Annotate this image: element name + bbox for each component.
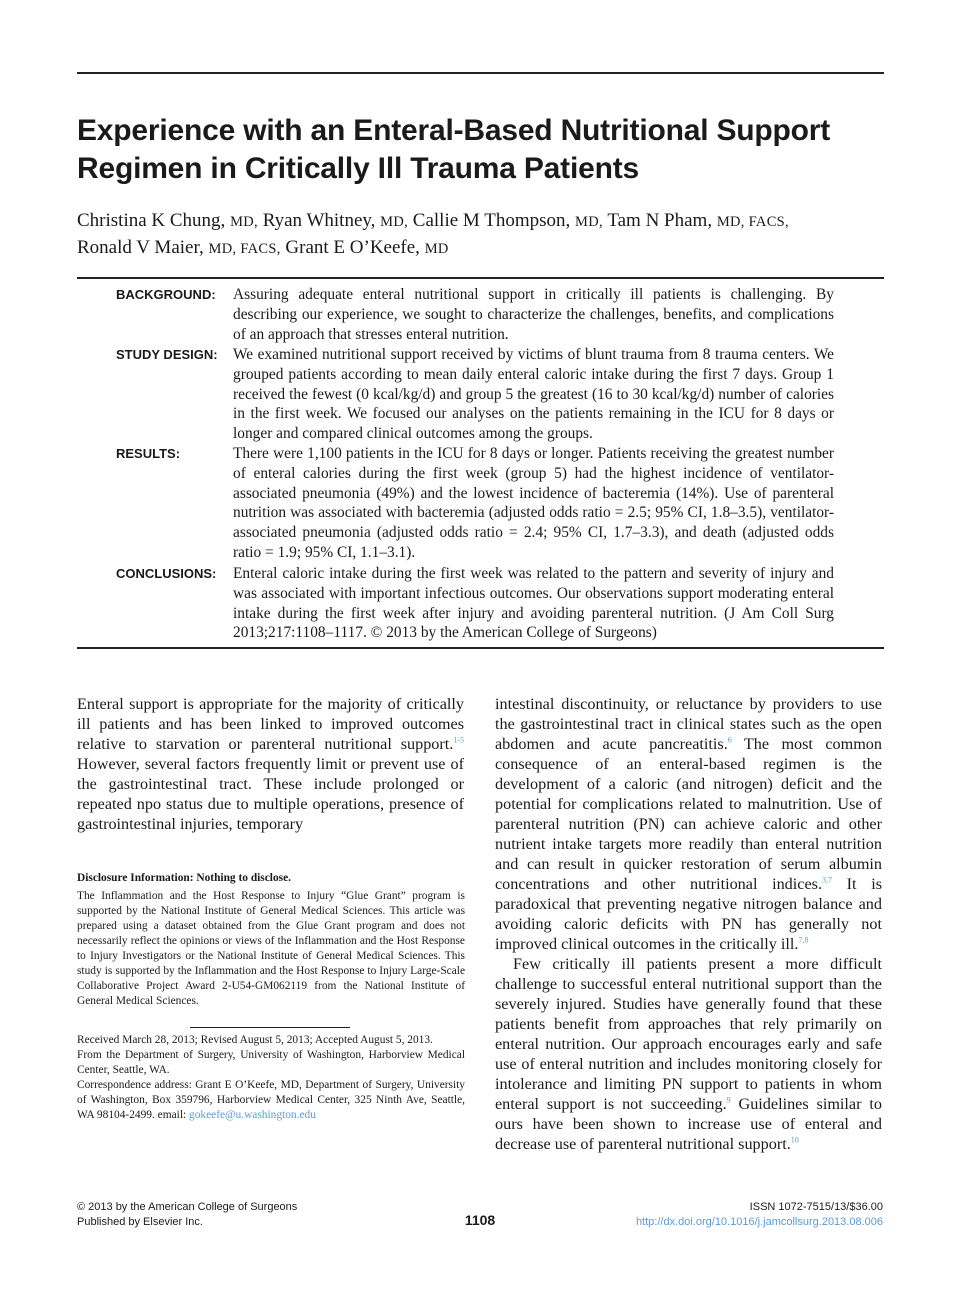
footnote-divider <box>190 1027 350 1028</box>
author-credentials: MD, FACS, <box>716 214 789 230</box>
body-text: Enteral support is appropriate for the majority of critically ill patients and has been linked to improved outcomes relative to starvation or parenteral nutritional support. <box>77 695 464 753</box>
citation-link[interactable]: 9 <box>726 1095 731 1105</box>
correspondence-note <box>77 1078 465 1123</box>
abstract-conclusions-text: Enteral caloric intake during the first week was related to the pattern and severity of injury and was associated with important infectious outcomes. Our observations support moderating enteral intake during the first week after injury and avoiding parenteral nutrition. (J Am Coll Surg 2013;217:1108–1117. © 2013 by the American College of Surgeons) <box>233 565 834 642</box>
body-paragraph <box>77 694 464 834</box>
author-list <box>77 208 887 262</box>
page-number: 1108 <box>464 1212 496 1228</box>
article-info-block <box>77 1033 465 1123</box>
body-text: Guidelines similar to ours have been shown to increase use of enteral and decrease use of parenteral nutritional support. <box>495 1095 882 1153</box>
citation-link[interactable]: 7,8 <box>798 935 809 945</box>
body-text: It is paradoxical that preventing negative nitrogen balance and avoiding caloric deficits with PN has generally not improved clinical outcomes in the critically ill. <box>495 875 883 953</box>
body-paragraph <box>495 954 882 1154</box>
body-right-column <box>495 694 882 1154</box>
author-name: Christina K Chung, <box>77 210 226 231</box>
body-text: However, several factors frequently limit or prevent use of the gastrointestinal tract. These include prolonged or repeated npo status due to multiple operations, presence of gastrointestinal injuries, temporary <box>77 755 464 833</box>
abstract-background-text: Assuring adequate enteral nutritional support in critically ill patients is challenging. By describing our experience, we sought to characterize the challenges, benefits, and complications of an approach that stresses enteral nutrition. <box>233 286 834 343</box>
correspondence-text: Correspondence address: Grant E O’Keefe, MD, Department of Surgery, University of Washington, Box 359796, Harborview Medical Center, 325 Ninth Ave, Seattle, WA 98104-2499. email: <box>77 1079 465 1121</box>
abstract-results-label: RESULTS: <box>116 446 181 461</box>
footer-copyright: © 2013 by the American College of Surgeons <box>77 1201 298 1213</box>
abstract-top-rule <box>77 277 884 279</box>
author-name: Ronald V Maier, <box>77 237 204 258</box>
body-text: Few critically ill patients present a more difficult challenge to successful enteral nutritional support than the severely injured. Studies have generally found that these patients benefit from approaches that rely primarily on enteral nutrition. Our approach encourages early and safe use of enteral nutrition and includes monitoring closely for intolerance and limiting PN support to patients in whom enteral support is not succeeding. <box>495 955 882 1113</box>
email-link[interactable]: gokeefe@u.washington.edu <box>189 1109 316 1121</box>
citation-link[interactable]: 3,7 <box>822 875 832 885</box>
author-name: Callie M Thompson, <box>412 210 571 231</box>
footer-issn: ISSN 1072-7515/13/$36.00 <box>749 1201 883 1213</box>
footer-right <box>636 1200 883 1230</box>
citation-link[interactable]: 6 <box>727 735 732 745</box>
abstract-design-label: STUDY DESIGN: <box>116 347 218 362</box>
affiliation-note: From the Department of Surgery, University of Washington, Harborview Medical Center, Seattle, WA. <box>77 1049 465 1076</box>
body-text: intestinal discontinuity, or reluctance by providers to use the gastrointestinal tract in clinical states such as the open abdomen and acute pancreatitis. <box>495 695 882 753</box>
author-credentials: MD, <box>380 214 409 230</box>
disclosure-note: Disclosure Information: Nothing to disclose. <box>77 872 291 884</box>
footer-publisher: Published by Elsevier Inc. <box>77 1216 203 1228</box>
author-name: Tam N Pham, <box>607 210 713 231</box>
body-paragraph <box>495 694 882 954</box>
funding-note: The Inflammation and the Host Response to Injury “Glue Grant” program is supported by the National Institute of General Medical Sciences. This article was prepared using a dataset obtained from the Glue Grant program and does not necessarily reflect the opinions or views of the Inflammation and the Host Response to Injury Investigators or the National Institute of General Medical Sciences. This study is supported by the Inflammation and the Host Response to Injury Large-Scale Collaborative Project Award 2-U54-GM062119 from the National Institute of General Medical Sciences. <box>77 890 465 1007</box>
author-credentials: MD, FACS, <box>208 241 281 257</box>
author-credentials: MD, <box>575 214 603 230</box>
body-left-column <box>77 694 464 834</box>
doi-link[interactable]: http://dx.doi.org/10.1016/j.jamcollsurg.2013.08.006 <box>635 1216 883 1228</box>
abstract-results-text: There were 1,100 patients in the ICU for 8 days or longer. Patients receiving the greatest number of enteral calories during the first week (group 5) had the highest incidence of ventilator-associated pneumonia (49%) and the lowest incidence of bacteremia (14%). Use of parenteral nutrition was associated with bacteremia (adjusted odds ratio = 2.5; 95% CI, 1.8–3.5), ventilator-associated pneumonia (adjusted odds ratio = 2.4; 95% CI, 1.7–3.3), and death (adjusted odds ratio = 1.9; 95% CI, 1.1–3.1). <box>233 445 834 561</box>
author-credentials: MD <box>424 241 449 257</box>
author-name: Grant E O’Keefe, <box>285 237 420 258</box>
footer-left <box>77 1200 297 1230</box>
abstract-bottom-rule <box>77 647 884 649</box>
citation-link[interactable]: 10 <box>790 1135 799 1145</box>
footnotes-block <box>77 871 465 1009</box>
author-name: Ryan Whitney, <box>262 210 376 231</box>
abstract-background-label: BACKGROUND: <box>116 287 216 302</box>
article-title: Experience with an Enteral-Based Nutritional Support Regimen in Critically Ill Trauma Patients <box>77 114 831 185</box>
received-dates: Received March 28, 2013; Revised August 5, 2013; Accepted August 5, 2013. <box>77 1034 433 1046</box>
top-rule <box>77 72 884 74</box>
abstract-design-text: We examined nutritional support received by victims of blunt trauma from 8 trauma centers. We grouped patients according to mean daily enteral caloric intake during the first 7 days. Group 1 received the fewest (0 kcal/kg/d) and group 5 the greatest (16 to 30 kcal/kg/d) number of calories in the first week. We focused our analyses on the patients remaining in the ICU for 8 days or longer and compared clinical outcomes among the groups. <box>233 346 834 443</box>
body-text: The most common consequence of an enteral-based regimen is the development of a caloric (and nitrogen) deficit and the potential for complications related to malnutrition. Use of parenteral nutrition (PN) can achieve caloric and other nutrient intake targets more readily than enteral nutrition and can result in quicker restoration of serum albumin concentrations and other nutritional indices. <box>495 735 882 893</box>
author-credentials: MD, <box>230 214 258 230</box>
abstract-conclusions-label: CONCLUSIONS: <box>116 566 217 581</box>
citation-link[interactable]: 1-5 <box>453 735 464 745</box>
